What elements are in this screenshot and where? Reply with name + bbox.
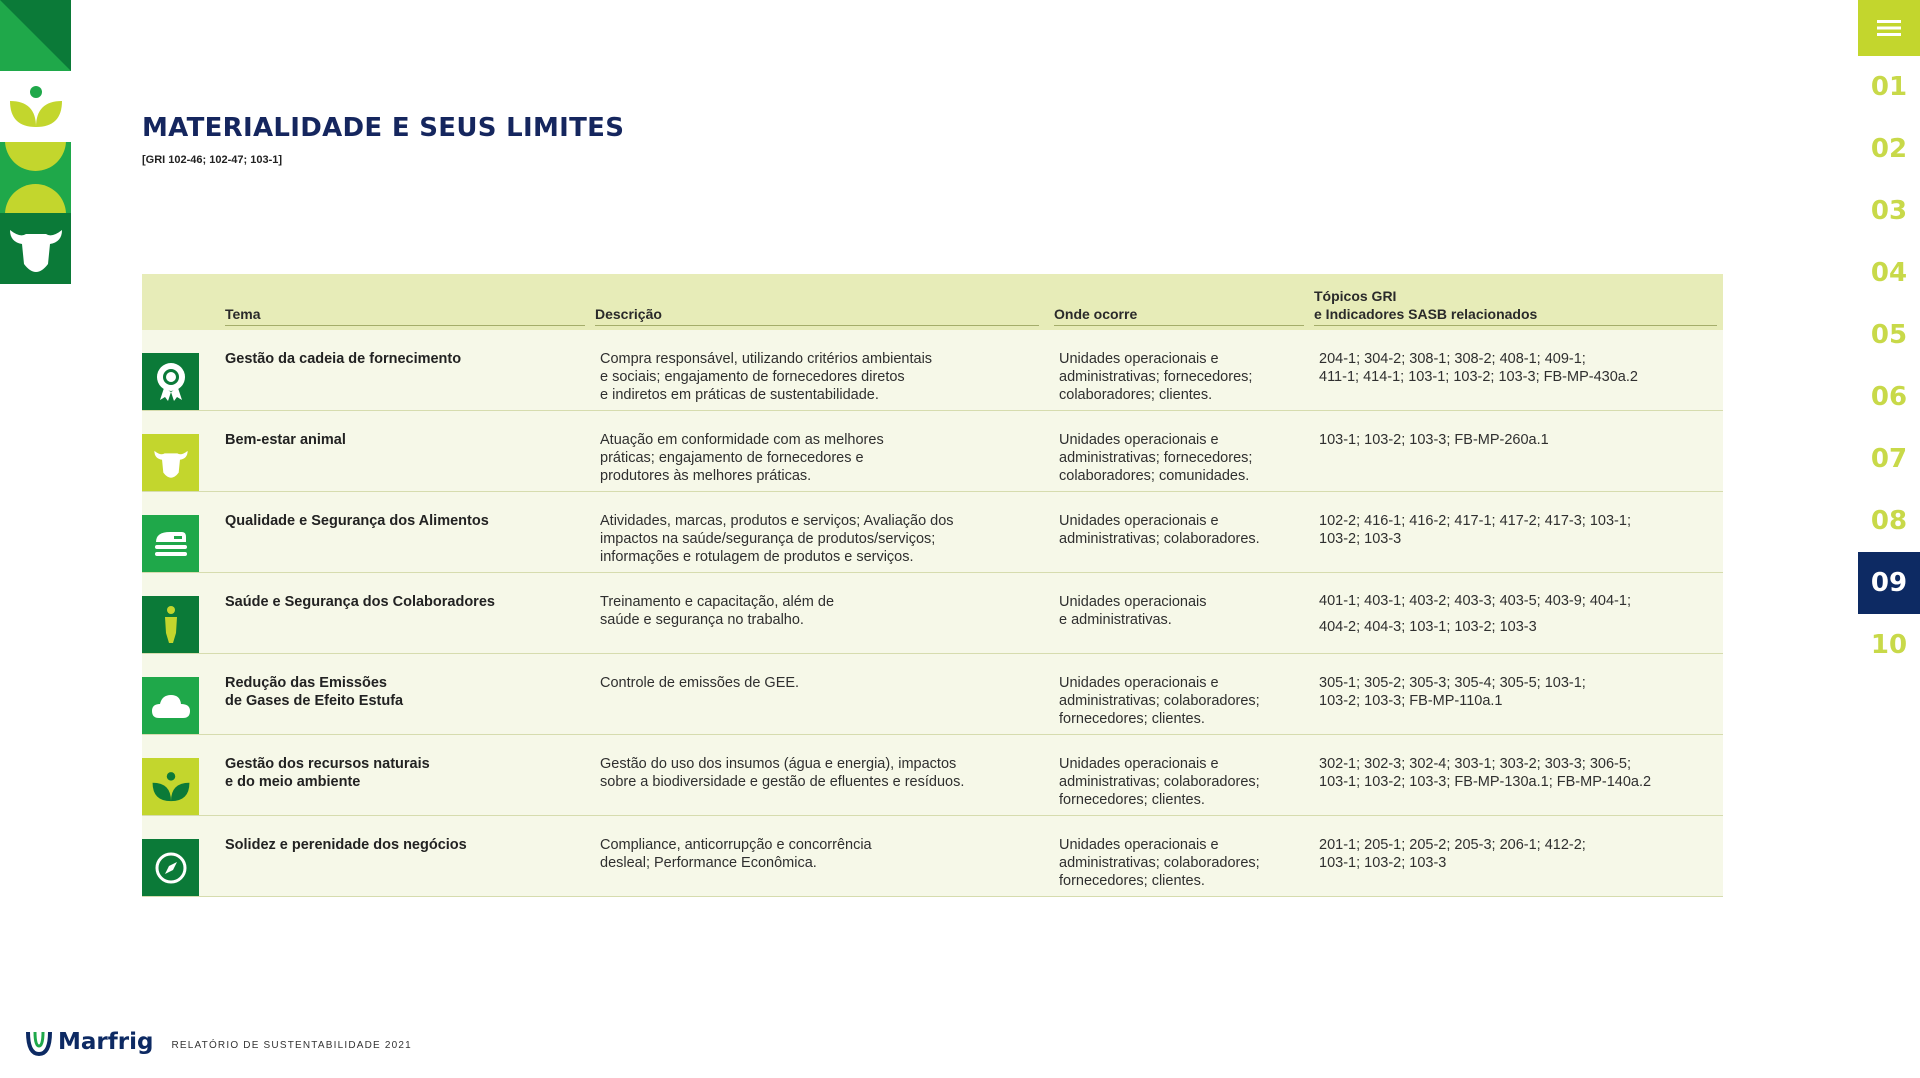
brand-name: Marfrig [58, 1029, 154, 1055]
cell-line: 103-1; 103-2; 103-3; FB-MP-260a.1 [1319, 432, 1549, 448]
cell-line: Bem-estar animal [225, 432, 346, 448]
cell-line: administrativas; colaboradores; [1059, 774, 1260, 790]
cell-line: 103-1; 103-2; 103-3 [1319, 855, 1447, 871]
nav-chapter-05[interactable]: 05 [1870, 320, 1908, 350]
cell-line: de Gases de Efeito Estufa [225, 693, 404, 709]
menu-button[interactable] [1858, 0, 1920, 56]
cell-descricao [600, 512, 1020, 566]
nav-chapter-04[interactable]: 04 [1870, 258, 1908, 288]
cell-line: Controle de emissões de GEE. [600, 675, 800, 691]
cell-line: 411-1; 414-1; 103-1; 103-2; 103-3; FB-MP-430a.2 [1319, 369, 1638, 385]
cell-tema [225, 512, 585, 530]
cell-line: e indiretos em práticas de sustentabilidade. [600, 387, 879, 403]
cell-line: administrativas; fornecedores; [1059, 450, 1253, 466]
cell-line: 201-1; 205-1; 205-2; 205-3; 206-1; 412-2; [1319, 837, 1586, 853]
cow-icon [142, 434, 199, 491]
cell-line: Unidades operacionais [1059, 594, 1207, 610]
cell-line: 204-1; 304-2; 308-1; 308-2; 408-1; 409-1; [1319, 351, 1586, 367]
cell-topicos [1319, 431, 1709, 449]
left-decor-strip [0, 0, 71, 284]
cell-tema [225, 350, 585, 368]
person-icon [142, 596, 199, 653]
cell-line: Unidades operacionais e [1059, 513, 1219, 529]
cell-onde-ocorre [1059, 674, 1299, 728]
cell-onde-ocorre [1059, 836, 1299, 890]
cell-line: 102-2; 416-1; 416-2; 417-1; 417-2; 417-3; 103-1; [1319, 513, 1631, 529]
cell-line: desleal; Performance Econômica. [600, 855, 817, 871]
cell-line: Atividades, marcas, produtos e serviços; Avaliação dos [600, 513, 954, 529]
cell-tema [225, 836, 585, 854]
cell-line: e do meio ambiente [225, 774, 361, 790]
cell-line: 103-2; 103-3; FB-MP-110a.1 [1319, 693, 1503, 709]
header-tema: Tema [225, 305, 585, 326]
cell-descricao [600, 431, 1020, 485]
cell-line: Treinamento e capacitação, além de [600, 594, 835, 610]
food-icon [142, 515, 199, 572]
table-row [142, 654, 1723, 735]
cell-line: Compliance, anticorrupção e concorrência [600, 837, 872, 853]
cell-tema [225, 674, 585, 710]
cell-descricao [600, 836, 1020, 872]
menu-icon [1877, 18, 1901, 38]
cell-line: Atuação em conformidade com as melhores [600, 432, 884, 448]
table-row [142, 735, 1723, 816]
footer [24, 1028, 412, 1056]
nav-chapter-07[interactable]: 07 [1870, 444, 1908, 474]
materiality-table [142, 274, 1723, 897]
cell-descricao [600, 350, 1020, 404]
cell-topicos [1319, 350, 1709, 386]
marfrig-logo-icon [24, 1028, 54, 1056]
cell-topicos [1319, 755, 1709, 791]
cell-line: Redução das Emissões [225, 675, 387, 691]
cell-line: informações e rotulagem de produtos e serviços. [600, 549, 914, 565]
cow-icon [0, 213, 71, 284]
cell-line: fornecedores; clientes. [1059, 873, 1205, 889]
table-row [142, 411, 1723, 492]
nav-chapter-06[interactable]: 06 [1870, 382, 1908, 412]
cell-topicos [1319, 836, 1709, 872]
cell-line: 401-1; 403-1; 403-2; 403-3; 403-5; 403-9; 404-1; [1319, 593, 1631, 609]
cell-descricao [600, 755, 1020, 791]
cell-line: colaboradores; clientes. [1059, 387, 1213, 403]
cell-line: Unidades operacionais e [1059, 432, 1219, 448]
cell-line: Gestão dos recursos naturais [225, 756, 430, 772]
cell-line: Gestão da cadeia de fornecimento [225, 351, 462, 367]
compass-icon [142, 839, 199, 896]
cell-line: Unidades operacionais e [1059, 837, 1219, 853]
cell-line: administrativas; colaboradores. [1059, 531, 1260, 547]
table-row [142, 492, 1723, 573]
cell-line: Qualidade e Segurança dos Alimentos [225, 513, 489, 529]
triangle-decor [0, 0, 71, 71]
cell-onde-ocorre [1059, 593, 1299, 629]
cell-tema [225, 431, 585, 449]
cell-line: Unidades operacionais e [1059, 675, 1219, 691]
cell-line: Unidades operacionais e [1059, 756, 1219, 772]
cell-onde-ocorre [1059, 350, 1299, 404]
header-topicos-line1: Tópicos GRI [1314, 288, 1397, 304]
nav-chapter-08[interactable]: 08 [1870, 506, 1908, 536]
cell-topicos [1319, 512, 1709, 548]
cell-tema [225, 755, 585, 791]
cell-topicos [1319, 588, 1709, 640]
cell-line: fornecedores; clientes. [1059, 711, 1205, 727]
cell-line: e administrativas. [1059, 612, 1172, 628]
cell-line: administrativas; colaboradores; [1059, 855, 1260, 871]
cell-onde-ocorre [1059, 431, 1299, 485]
cell-tema [225, 593, 585, 611]
cell-line: produtores às melhores práticas. [600, 468, 812, 484]
cloud-icon [142, 677, 199, 734]
cell-line: 305-1; 305-2; 305-3; 305-4; 305-5; 103-1; [1319, 675, 1586, 691]
award-icon [142, 353, 199, 410]
sprout-icon [0, 71, 71, 142]
gri-reference: [GRI 102-46; 102-47; 103-1] [142, 154, 283, 166]
cell-onde-ocorre [1059, 755, 1299, 809]
nav-chapter-10[interactable]: 10 [1870, 630, 1908, 660]
cell-line: práticas; engajamento de fornecedores e [600, 450, 864, 466]
cell-line: e sociais; engajamento de fornecedores diretos [600, 369, 905, 385]
cell-onde-ocorre [1059, 512, 1299, 548]
header-topicos-line2: e Indicadores SASB relacionados [1314, 306, 1538, 322]
table-row [142, 573, 1723, 654]
nav-chapter-02[interactable]: 02 [1870, 134, 1908, 164]
page-title: MATERIALIDADE E SEUS LIMITES [142, 113, 625, 143]
cell-descricao [600, 593, 1020, 629]
cell-line: 404-2; 404-3; 103-1; 103-2; 103-3 [1319, 619, 1537, 635]
cell-line: Unidades operacionais e [1059, 351, 1219, 367]
half-circles-decor [0, 142, 71, 213]
cell-line: 302-1; 302-3; 302-4; 303-1; 303-2; 303-3; 306-5; [1319, 756, 1631, 772]
header-onde-ocorre: Onde ocorre [1054, 305, 1304, 326]
header-descricao: Descrição [595, 305, 1039, 326]
cell-line: colaboradores; comunidades. [1059, 468, 1250, 484]
nav-chapter-03[interactable]: 03 [1870, 196, 1908, 226]
table-row [142, 816, 1723, 897]
cell-line: 103-1; 103-2; 103-3; FB-MP-130a.1; FB-MP-140a.2 [1319, 774, 1652, 790]
chapter-nav [1858, 0, 1920, 676]
cell-line: administrativas; colaboradores; [1059, 693, 1260, 709]
cell-topicos [1319, 674, 1709, 710]
cell-line: sobre a biodiversidade e gestão de efluentes e resíduos. [600, 774, 965, 790]
cell-line: 103-2; 103-3 [1319, 531, 1402, 547]
cell-line: Saúde e Segurança dos Colaboradores [225, 594, 495, 610]
report-title: RELATÓRIO DE SUSTENTABILIDADE 2021 [171, 1039, 412, 1051]
table-header [142, 274, 1723, 330]
cell-line: saúde e segurança no trabalho. [600, 612, 804, 628]
cell-line: Compra responsável, utilizando critérios ambientais [600, 351, 933, 367]
nav-chapter-09[interactable]: 09 [1858, 552, 1920, 614]
brand-logo [24, 1028, 153, 1056]
nav-chapter-01[interactable]: 01 [1870, 72, 1908, 102]
cell-line: Gestão do uso dos insumos (água e energia), impactos [600, 756, 957, 772]
cell-line: Solidez e perenidade dos negócios [225, 837, 467, 853]
table-row [142, 330, 1723, 411]
sprout-icon [142, 758, 199, 815]
cell-line: fornecedores; clientes. [1059, 792, 1205, 808]
header-topicos [1314, 287, 1717, 326]
cell-line: impactos na saúde/segurança de produtos/serviços; [600, 531, 936, 547]
cell-descricao [600, 674, 1020, 692]
cell-line: administrativas; fornecedores; [1059, 369, 1253, 385]
